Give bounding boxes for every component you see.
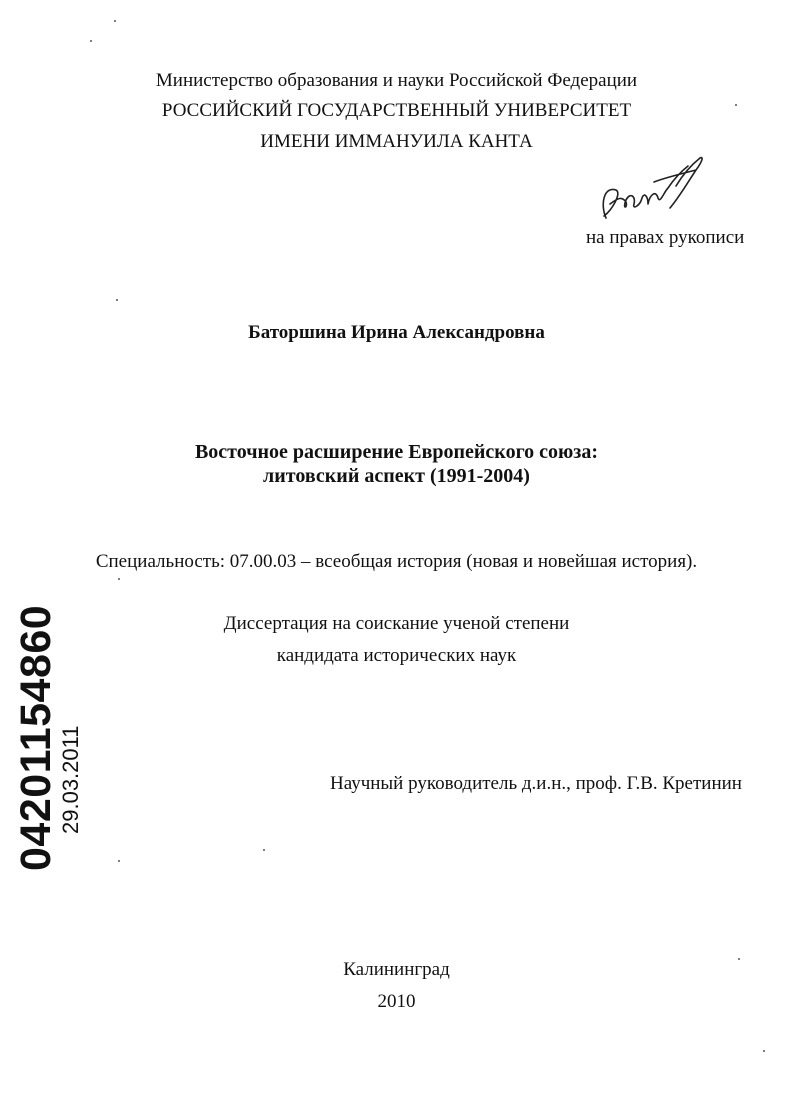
author-name: Баторшина Ирина Александровна — [248, 322, 545, 343]
scan-speck — [90, 40, 92, 42]
degree-line1: Диссертация на соискание ученой степени — [223, 613, 570, 634]
scan-speck — [116, 299, 118, 301]
ministry-line: Министерство образования и науки Российской Федерации — [155, 70, 638, 91]
university-name-line2: ИМЕНИ ИММАНУИЛА КАНТА — [260, 131, 533, 152]
scan-speck — [114, 20, 116, 22]
city-line: Калининград — [343, 959, 450, 980]
scan-speck — [738, 958, 740, 960]
scan-speck — [763, 1050, 765, 1052]
handwritten-signature — [592, 152, 710, 228]
library-stamp-date: 29.03.2011 — [58, 725, 83, 834]
scan-speck — [118, 860, 120, 862]
scan-speck — [735, 104, 737, 106]
dissertation-title-line2: литовский аспект (1991-2004) — [263, 465, 530, 487]
scientific-supervisor: Научный руководитель д.и.н., проф. Г.В. Кретинин — [330, 773, 742, 794]
library-stamp-number: 04201154860 — [12, 604, 60, 871]
scan-speck — [263, 849, 265, 851]
manuscript-note: на правах рукописи — [586, 227, 745, 248]
degree-line2: кандидата исторических наук — [276, 645, 517, 666]
university-name-line1: РОССИЙСКИЙ ГОСУДАРСТВЕННЫЙ УНИВЕРСИТЕТ — [161, 100, 632, 121]
speciality-line: Специальность: 07.00.03 – всеобщая история (новая и новейшая история). — [95, 551, 698, 572]
scan-speck — [118, 578, 120, 580]
dissertation-title-line1: Восточное расширение Европейского союза: — [194, 441, 599, 463]
year-line: 2010 — [377, 991, 416, 1012]
